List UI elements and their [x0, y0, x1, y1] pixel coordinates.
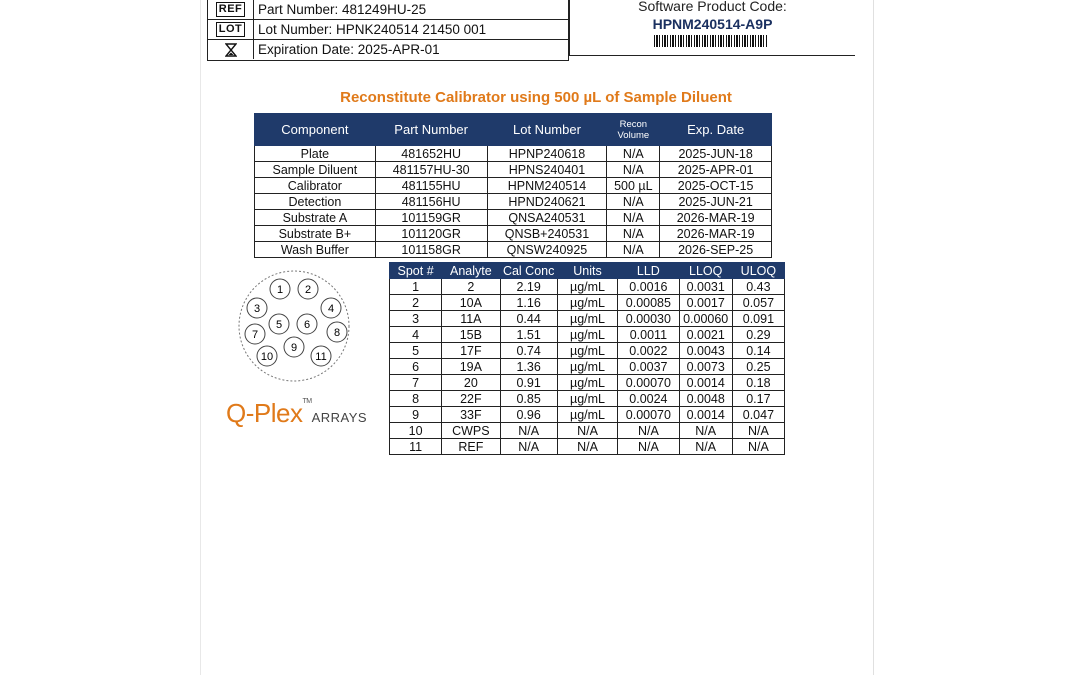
hourglass-icon: [225, 43, 237, 57]
components-table: [254, 113, 772, 258]
table-row: [390, 391, 785, 407]
analyte-cell: N/A: [732, 423, 784, 439]
analyte-cell: 0.00070: [618, 407, 679, 423]
analyte-header: LLD: [618, 263, 679, 279]
analyte-cell: 6: [390, 359, 442, 375]
analyte-cell: REF: [442, 439, 500, 455]
component-cell: 2026-MAR-19: [660, 226, 772, 242]
component-cell: HPNM240514: [487, 178, 607, 194]
analyte-cell: 0.0021: [679, 327, 732, 343]
component-cell: Substrate B+: [255, 226, 376, 242]
analyte-cell: 0.0024: [618, 391, 679, 407]
analyte-header: Cal Conc: [500, 263, 557, 279]
component-cell: HPNS240401: [487, 162, 607, 178]
component-cell: N/A: [607, 242, 660, 258]
spot-label: 8: [333, 327, 341, 339]
component-cell: 481652HU: [375, 146, 487, 162]
analyte-cell: 0.17: [732, 391, 784, 407]
analyte-cell: 0.0022: [618, 343, 679, 359]
table-row: [390, 295, 785, 311]
analyte-cell: 20: [442, 375, 500, 391]
analyte-cell: 0.0014: [679, 375, 732, 391]
component-cell: 2025-OCT-15: [660, 178, 772, 194]
spot-label: 9: [290, 342, 298, 354]
analyte-cell: 0.91: [500, 375, 557, 391]
component-cell: 500 µL: [607, 178, 660, 194]
analyte-cell: 2.19: [500, 279, 557, 295]
analyte-cell: 11: [390, 439, 442, 455]
analyte-cell: N/A: [618, 439, 679, 455]
analyte-cell: 1.51: [500, 327, 557, 343]
analyte-cell: 0.0014: [679, 407, 732, 423]
analyte-cell: N/A: [618, 423, 679, 439]
component-cell: 481155HU: [375, 178, 487, 194]
analyte-cell: 0.43: [732, 279, 784, 295]
component-cell: Calibrator: [255, 178, 376, 194]
table-row: [390, 359, 785, 375]
component-cell: 2025-JUN-21: [660, 194, 772, 210]
spot-label: 10: [260, 351, 274, 363]
component-cell: 2026-SEP-25: [660, 242, 772, 258]
component-header: Part Number: [375, 114, 487, 146]
analyte-cell: 0.0031: [679, 279, 732, 295]
analyte-cell: 1.16: [500, 295, 557, 311]
analyte-cell: 0.25: [732, 359, 784, 375]
ref-symbol: REF: [216, 2, 246, 17]
analyte-cell: 0.96: [500, 407, 557, 423]
analyte-cell: 0.44: [500, 311, 557, 327]
table-row: [390, 279, 785, 295]
analyte-cell: µg/mL: [557, 311, 617, 327]
analyte-cell: 9: [390, 407, 442, 423]
analyte-cell: 0.00060: [679, 311, 732, 327]
component-cell: 2026-MAR-19: [660, 210, 772, 226]
analyte-cell: 3: [390, 311, 442, 327]
component-cell: 481156HU: [375, 194, 487, 210]
analyte-cell: 22F: [442, 391, 500, 407]
component-cell: N/A: [607, 210, 660, 226]
component-cell: Plate: [255, 146, 376, 162]
info-row-lot: [208, 20, 568, 40]
component-cell: 101158GR: [375, 242, 487, 258]
component-cell: Substrate A: [255, 210, 376, 226]
reconstitution-heading: Reconstitute Calibrator using 500 µL of Sample Diluent: [340, 89, 732, 106]
analyte-cell: 0.14: [732, 343, 784, 359]
analyte-cell: µg/mL: [557, 279, 617, 295]
table-row: [390, 375, 785, 391]
component-cell: QNSW240925: [487, 242, 607, 258]
expiration-date: Expiration Date: 2025-APR-01: [258, 42, 440, 57]
analyte-cell: N/A: [557, 439, 617, 455]
analyte-cell: 15B: [442, 327, 500, 343]
analyte-cell: 19A: [442, 359, 500, 375]
spot-label: 2: [304, 284, 312, 296]
spot-label: 4: [327, 303, 335, 315]
analyte-cell: 33F: [442, 407, 500, 423]
info-row-part: [208, 0, 568, 20]
analyte-cell: µg/mL: [557, 391, 617, 407]
component-cell: Sample Diluent: [255, 162, 376, 178]
product-code: HPNM240514-A9P: [652, 16, 773, 32]
analyte-cell: 10A: [442, 295, 500, 311]
analyte-cell: 0.0011: [618, 327, 679, 343]
component-cell: 101120GR: [375, 226, 487, 242]
analyte-cell: 0.0043: [679, 343, 732, 359]
analyte-cell: 0.091: [732, 311, 784, 327]
analyte-cell: 0.00085: [618, 295, 679, 311]
kit-info-box: [207, 0, 569, 61]
component-cell: 2025-JUN-18: [660, 146, 772, 162]
analyte-cell: 8: [390, 391, 442, 407]
analyte-cell: 10: [390, 423, 442, 439]
analyte-cell: 1: [390, 279, 442, 295]
component-header: Lot Number: [487, 114, 607, 146]
table-row: [390, 343, 785, 359]
analyte-cell: 11A: [442, 311, 500, 327]
component-cell: QNSA240531: [487, 210, 607, 226]
spot-label: 11: [315, 351, 327, 363]
product-code-label: Software Product Code:: [638, 0, 787, 14]
part-number: Part Number: 481249HU-25: [258, 2, 427, 17]
analyte-cell: µg/mL: [557, 327, 617, 343]
analytes-table: [389, 262, 785, 455]
analyte-cell: µg/mL: [557, 375, 617, 391]
lot-number: Lot Number: HPNK240514 21450 001: [258, 22, 487, 37]
analyte-cell: 0.057: [732, 295, 784, 311]
table-row: [255, 146, 772, 162]
analyte-header: LLOQ: [679, 263, 732, 279]
table-row: [255, 210, 772, 226]
analyte-cell: 2: [390, 295, 442, 311]
table-row: [255, 178, 772, 194]
component-cell: QNSB+240531: [487, 226, 607, 242]
analyte-cell: µg/mL: [557, 295, 617, 311]
spot-label: 3: [253, 303, 261, 315]
component-cell: N/A: [607, 162, 660, 178]
analyte-cell: N/A: [500, 423, 557, 439]
analyte-cell: CWPS: [442, 423, 500, 439]
analyte-header: Analyte: [442, 263, 500, 279]
component-cell: 2025-APR-01: [660, 162, 772, 178]
table-row: [390, 423, 785, 439]
spot-layout-diagram: [230, 268, 358, 386]
analyte-cell: 0.00070: [618, 375, 679, 391]
table-row: [255, 242, 772, 258]
analyte-cell: 0.0048: [679, 391, 732, 407]
table-row: [255, 226, 772, 242]
analyte-cell: 7: [390, 375, 442, 391]
analyte-cell: N/A: [679, 423, 732, 439]
analyte-cell: 5: [390, 343, 442, 359]
component-cell: 101159GR: [375, 210, 487, 226]
table-row: [390, 327, 785, 343]
lot-symbol: LOT: [216, 22, 246, 37]
analyte-cell: µg/mL: [557, 407, 617, 423]
analyte-cell: 0.85: [500, 391, 557, 407]
spot-label: 1: [276, 284, 284, 296]
component-cell: N/A: [607, 194, 660, 210]
component-cell: HPND240621: [487, 194, 607, 210]
spot-label: 6: [303, 319, 311, 331]
component-header: Exp. Date: [660, 114, 772, 146]
info-row-expiry: [208, 40, 568, 59]
spot-label: 5: [275, 319, 283, 331]
analyte-cell: 0.0016: [618, 279, 679, 295]
analyte-header: ULOQ: [732, 263, 784, 279]
analyte-cell: 0.00030: [618, 311, 679, 327]
analyte-cell: 0.0073: [679, 359, 732, 375]
analyte-cell: 0.0037: [618, 359, 679, 375]
analyte-header: Spot #: [390, 263, 442, 279]
table-row: [390, 439, 785, 455]
table-row: [390, 407, 785, 423]
component-cell: Wash Buffer: [255, 242, 376, 258]
component-cell: HPNP240618: [487, 146, 607, 162]
table-row: [255, 194, 772, 210]
table-row: [255, 162, 772, 178]
component-cell: 481157HU-30: [375, 162, 487, 178]
component-cell: N/A: [607, 226, 660, 242]
product-code-box: [569, 0, 855, 56]
analyte-cell: 0.047: [732, 407, 784, 423]
spot-label: 7: [251, 329, 259, 341]
component-cell: Detection: [255, 194, 376, 210]
analyte-cell: N/A: [557, 423, 617, 439]
component-cell: N/A: [607, 146, 660, 162]
analyte-cell: µg/mL: [557, 343, 617, 359]
analyte-header: Units: [557, 263, 617, 279]
analyte-cell: N/A: [500, 439, 557, 455]
component-header: Component: [255, 114, 376, 146]
qplex-logo: Q-Plex™ARRAYS: [226, 398, 368, 428]
analyte-cell: 0.74: [500, 343, 557, 359]
barcode: [654, 35, 768, 47]
analyte-cell: 0.18: [732, 375, 784, 391]
component-header: Recon Volume: [607, 114, 660, 146]
analyte-cell: N/A: [679, 439, 732, 455]
analyte-cell: 1.36: [500, 359, 557, 375]
analyte-cell: 2: [442, 279, 500, 295]
analyte-cell: µg/mL: [557, 359, 617, 375]
analyte-cell: N/A: [732, 439, 784, 455]
analyte-cell: 17F: [442, 343, 500, 359]
analyte-cell: 4: [390, 327, 442, 343]
analyte-cell: 0.29: [732, 327, 784, 343]
analyte-cell: 0.0017: [679, 295, 732, 311]
table-row: [390, 311, 785, 327]
